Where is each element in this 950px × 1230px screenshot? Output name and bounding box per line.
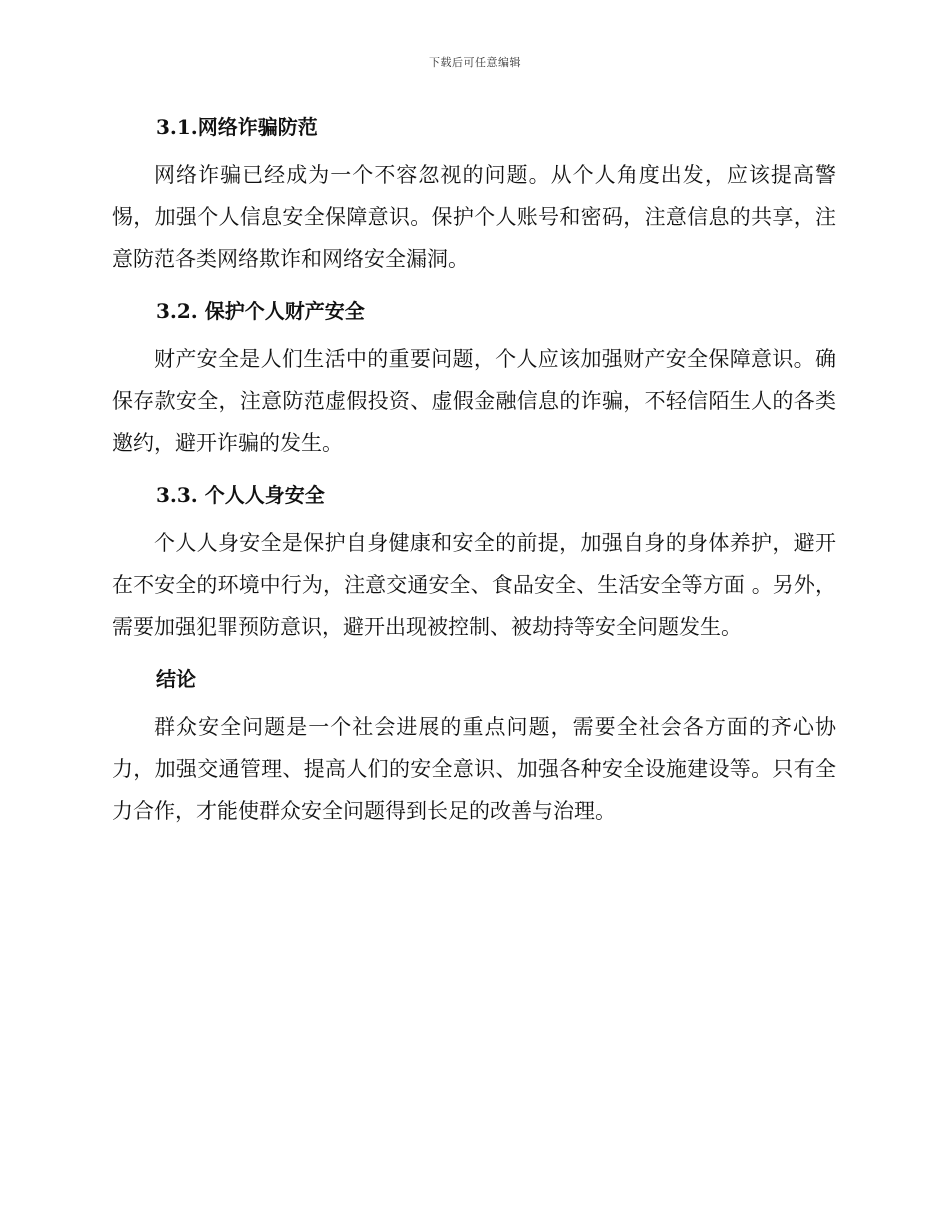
section-network-fraud: [112, 112, 836, 280]
section-heading: 3.2. 保护个人财产安全: [156, 299, 365, 323]
section-heading: 结论: [156, 667, 196, 691]
section-paragraph: 网络诈骗已经成为一个不容忽视的问题。从个人角度出发，应该提高警惕，加强个人信息安全保障意识。保护个人账号和密码，注意信息的共享，注意防范各类网络欺诈和网络安全漏洞。: [112, 163, 836, 271]
header-note: 下载后可任意编辑: [429, 56, 521, 69]
section-personal-safety: [112, 480, 836, 648]
document-body: [112, 112, 836, 848]
section-paragraph: 群众安全问题是一个社会进展的重点问题，需要全社会各方面的齐心协力，加强交通管理、提高人们的安全意识、加强各种安全设施建设等。只有全力合作，才能使群众安全问题得到长足的改善与治理。: [112, 715, 836, 823]
section-paragraph: 财产安全是人们生活中的重要问题，个人应该加强财产安全保障意识。确保存款安全，注意防范虚假投资、虚假金融信息的诈骗，不轻信陌生人的各类邀约，避开诈骗的发生。: [112, 347, 836, 455]
section-property-safety: [112, 296, 836, 464]
section-conclusion: [112, 664, 836, 832]
section-paragraph: 个人人身安全是保护自身健康和安全的前提，加强自身的身体养护，避开在不安全的环境中行为，注意交通安全、食品安全、生活安全等方面 。另外，需要加强犯罪预防意识，避开出现被控制、被劫持等安全问题发生。: [112, 531, 836, 639]
section-heading: 3.3. 个人人身安全: [156, 483, 325, 507]
section-heading: 3.1.网络诈骗防范: [156, 115, 318, 139]
